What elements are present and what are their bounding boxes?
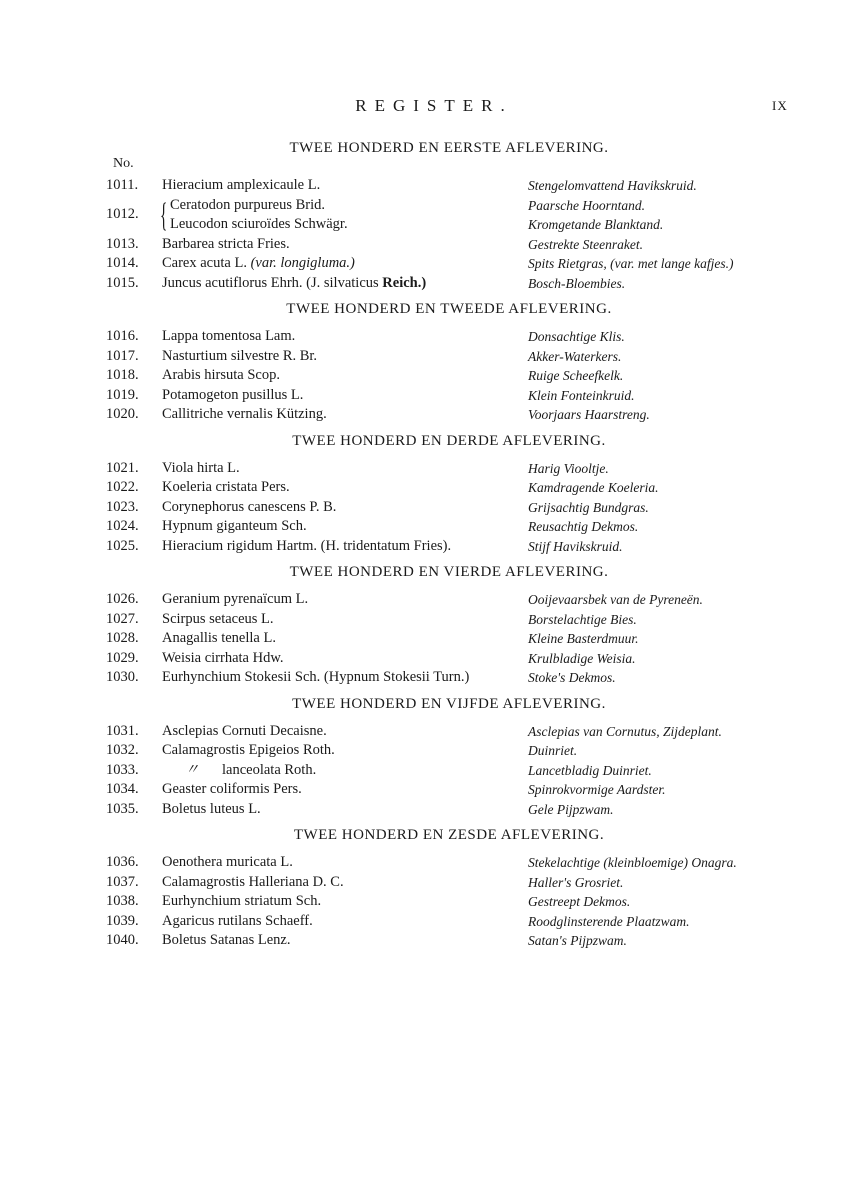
dutch-name: Gestrekte Steenraket. (528, 236, 643, 252)
latin-name: Asclepias Cornuti Decaisne. (162, 722, 327, 739)
section-heading: TWEE HONDERD EN EERSTE AFLEVERING. (289, 140, 609, 156)
entry-number: 1032. (106, 742, 139, 758)
latin-name: Arabis hirsuta Scop. (162, 367, 280, 383)
latin-name: Hieracium amplexicaule L. (162, 177, 321, 193)
dutch-name: Paarsche Hoorntand. (528, 197, 645, 213)
section-heading: TWEE HONDERD EN VIJFDE AFLEVERING. (292, 695, 606, 712)
variety-note: (var. longigluma.) (250, 255, 355, 271)
register-entry (0, 235, 868, 255)
latin-name: Lappa tomentosa Lam. (162, 328, 296, 344)
entry-number: 1031. (106, 722, 139, 739)
latin-name-cell (162, 478, 290, 498)
entry-number: 1027. (106, 610, 139, 627)
entry-number: 1020. (106, 406, 139, 422)
latin-name-cell (162, 498, 336, 518)
entry-number: 1037. (106, 873, 139, 890)
latin-name: Calamagrostis Halleriana D. C. (162, 873, 344, 890)
latin-name-cell (162, 386, 303, 406)
dutch-name: Asclepias van Cornutus, Zijdeplant. (528, 723, 722, 739)
latin-name: Geranium pyrenaïcum L. (162, 591, 309, 607)
latin-name: Hypnum giganteum Sch. (162, 518, 307, 534)
dutch-name: Krulbladige Weisia. (528, 650, 636, 666)
register-entry (0, 649, 868, 669)
latin-name: Oenothera muricata L. (162, 854, 293, 870)
register-entry (0, 931, 868, 951)
latin-name-cell (162, 892, 321, 912)
latin-name-cell (162, 629, 276, 649)
latin-name: Carex acuta L. (162, 255, 247, 271)
dutch-name: Grijsachtig Bundgras. (528, 499, 649, 515)
dutch-name: Akker-Waterkers. (528, 348, 622, 364)
latin-name-cell (162, 176, 320, 196)
latin-name-cell (162, 347, 317, 367)
register-entry (0, 873, 868, 893)
latin-name-cell (162, 537, 451, 557)
dutch-name: Voorjaars Haarstreng. (528, 407, 650, 422)
latin-name-cell (162, 274, 426, 294)
entry-number: 1030. (106, 669, 139, 685)
register-entry (0, 366, 868, 386)
entry-number: 1015. (106, 274, 139, 291)
dutch-name: Reusachtig Dekmos. (528, 519, 639, 534)
register-section (0, 694, 868, 826)
register-entry (0, 537, 868, 557)
grouping-brace: { (160, 196, 168, 234)
register-section (0, 431, 868, 563)
latin-name: Scirpus setaceus L. (162, 610, 274, 627)
number-column-label: No. (113, 156, 134, 171)
entry-number: 1012. (106, 206, 139, 223)
register-entry (0, 761, 868, 781)
register-entry (0, 853, 868, 873)
register-entry (0, 610, 868, 630)
latin-name: Potamogeton pusillus L. (162, 386, 304, 403)
latin-name: lanceolata Roth. (222, 761, 317, 778)
section-heading: TWEE HONDERD EN VIERDE AFLEVERING. (289, 564, 609, 580)
dutch-name: Kromgetande Blanktand. (528, 217, 664, 232)
dutch-name: Stijf Havikskruid. (528, 538, 623, 554)
entry-number: 1016. (106, 328, 139, 344)
register-entry (0, 668, 868, 688)
latin-name-cell (162, 610, 274, 630)
latin-name-cell (162, 235, 290, 255)
section-heading: TWEE HONDERD EN TWEEDE AFLEVERING. (286, 301, 612, 317)
latin-name-cell (162, 668, 469, 688)
dutch-name: Lancetbladig Duinriet. (528, 762, 652, 778)
entry-number: 1028. (106, 630, 139, 646)
latin-name: Boletus luteus L. (162, 800, 261, 817)
latin-name: Nasturtium silvestre R. Br. (162, 347, 318, 364)
latin-name-cell (162, 800, 261, 820)
entry-number: 1040. (106, 932, 139, 948)
latin-name-cell (162, 761, 316, 781)
register-entry (0, 478, 868, 498)
register-entry (0, 892, 868, 912)
latin-name-cell (162, 722, 327, 742)
entry-number: 1021. (106, 459, 139, 476)
latin-name: Geaster coliformis Pers. (162, 781, 302, 797)
register-entry (0, 780, 868, 800)
dutch-name: Bosch-Bloembies. (528, 275, 626, 291)
latin-name: Callitriche vernalis Kützing. (162, 406, 327, 422)
latin-name-cell (162, 873, 344, 893)
dutch-name: Roodglinsterende Plaatzwam. (528, 913, 690, 929)
latin-name: Weisia cirrhata Hdw. (162, 649, 284, 666)
latin-name-cell (162, 912, 313, 932)
dutch-name: Harig Viooltje. (528, 460, 609, 476)
register-entry (0, 590, 868, 610)
section-heading: TWEE HONDERD EN ZESDE AFLEVERING. (293, 827, 605, 843)
dutch-name: Ruige Scheefkelk. (528, 368, 624, 383)
latin-name-cell (162, 649, 284, 669)
entry-number: 1036. (106, 854, 139, 870)
register-entry (0, 722, 868, 742)
page-title: REGISTER. (355, 96, 513, 115)
latin-name-cell (162, 405, 327, 425)
dutch-name: Satan's Pijpzwam. (528, 933, 627, 948)
latin-name-cell (162, 327, 295, 347)
register-entry (0, 517, 868, 537)
page-number: IX (772, 98, 788, 113)
entry-number: 1022. (106, 479, 139, 495)
latin-name: Boletus Satanas Lenz. (162, 932, 291, 948)
latin-name: Barbarea stricta Fries. (162, 235, 290, 252)
latin-name-cell (162, 780, 302, 800)
latin-name-cell (162, 853, 293, 873)
register-entry (0, 459, 868, 479)
register-section (0, 138, 868, 299)
dutch-name: Gestreept Dekmos. (528, 894, 631, 909)
register-entry (0, 800, 868, 820)
register-entry (0, 254, 868, 274)
register-entry (0, 347, 868, 367)
latin-name-cell (162, 366, 280, 386)
entry-number: 1024. (106, 518, 139, 534)
latin-name: Agaricus rutilans Schaeff. (162, 912, 313, 929)
dutch-name: Haller's Grosriet. (528, 874, 624, 890)
register-entry (0, 741, 868, 761)
author-abbrev: Reich.) (382, 274, 427, 291)
register-section (0, 825, 868, 957)
latin-name-cell (162, 459, 240, 479)
register-entry (0, 498, 868, 518)
dutch-name: Ooijevaarsbek van de Pyreneën. (528, 592, 703, 607)
entry-number: 1034. (106, 781, 139, 797)
entry-number: 1018. (106, 367, 139, 383)
latin-name: Corynephorus canescens P. B. (162, 498, 337, 515)
entry-number: 1014. (106, 255, 139, 271)
dutch-name: Kamdragende Koeleria. (528, 480, 659, 495)
entry-number: 1033. (106, 761, 139, 778)
latin-name: Eurhynchium Stokesii Sch. (Hypnum Stokesii Turn.) (162, 669, 470, 685)
entry-number: 1013. (106, 235, 139, 252)
dutch-name: Spinrokvormige Aardster. (528, 782, 666, 797)
dutch-name: Stengelomvattend Havikskruid. (528, 178, 697, 193)
register-entry (0, 912, 868, 932)
dutch-name: Kleine Basterdmuur. (528, 631, 639, 646)
latin-name: Koeleria cristata Pers. (162, 479, 290, 495)
register-entry (0, 629, 868, 649)
ditto-mark: 〃 (184, 761, 200, 778)
register-entry (0, 405, 868, 425)
latin-name: Anagallis tenella L. (162, 630, 276, 646)
entry-number: 1038. (106, 893, 139, 909)
register-entry (0, 196, 868, 235)
dutch-name: Borstelachtige Bies. (528, 611, 637, 627)
register-entry (0, 386, 868, 406)
latin-name-cell (162, 741, 335, 761)
dutch-name: Gele Pijpzwam. (528, 801, 614, 817)
latin-name-cell (162, 254, 355, 274)
latin-name: Hieracium rigidum Hartm. (H. tridentatum Fries). (162, 537, 452, 554)
latin-name: Viola hirta L. (162, 459, 240, 476)
dutch-name: Spits Rietgras, (var. met lange kafjes.) (528, 256, 734, 271)
entry-number: 1035. (106, 800, 139, 817)
latin-name: Calamagrostis Epigeios Roth. (162, 742, 335, 758)
entry-number: 1019. (106, 386, 139, 403)
entry-number: 1039. (106, 912, 139, 929)
section-heading: TWEE HONDERD EN DERDE AFLEVERING. (292, 432, 606, 449)
latin-name-cell (162, 590, 308, 610)
latin-name: Eurhynchium striatum Sch. (162, 893, 322, 909)
entry-number: 1011. (106, 177, 139, 193)
latin-name: Leucodon sciuroïdes Schwägr. (170, 216, 348, 232)
dutch-name: Duinriet. (528, 743, 578, 758)
entry-number: 1029. (106, 649, 139, 666)
dutch-name: Donsachtige Klis. (528, 329, 625, 344)
latin-name: Juncus acutiflorus Ehrh. (J. silvaticus (162, 274, 379, 291)
latin-name-cell (162, 931, 290, 951)
latin-name-cell (162, 517, 307, 537)
register-entry (0, 274, 868, 294)
register-entry (0, 176, 868, 196)
register-section (0, 562, 868, 694)
dutch-name: Stoke's Dekmos. (528, 670, 616, 685)
register-entry (0, 327, 868, 347)
dutch-name: Stekelachtige (kleinbloemige) Onagra. (528, 855, 737, 870)
dutch-name: Klein Fonteinkruid. (528, 387, 635, 403)
register-sections (0, 138, 868, 957)
latin-name: Ceratodon purpureus Brid. (170, 196, 326, 213)
entry-number: 1023. (106, 498, 139, 515)
entry-number: 1017. (106, 347, 139, 364)
entry-number: 1026. (106, 591, 139, 607)
entry-number: 1025. (106, 537, 139, 554)
register-section (0, 299, 868, 431)
